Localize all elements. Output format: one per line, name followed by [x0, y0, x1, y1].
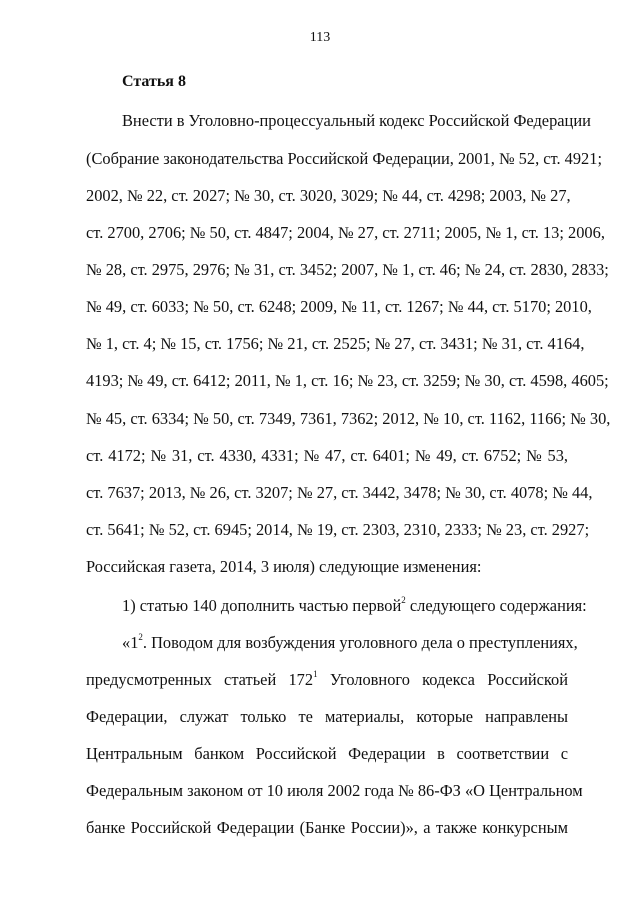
article-superscript: 1 [313, 669, 318, 679]
quote-line [122, 632, 578, 653]
item-1-text-end: следующего содержания: [405, 596, 587, 615]
quote-line: Центральным банком Российской Федерации в соответствии с [86, 744, 568, 763]
paragraph-line: ст. 2700, 2706; № 50, ст. 4847; 2004, № 27, ст. 2711; 2005, № 1, ст. 13; 2006, [86, 223, 605, 242]
quote-superscript: 2 [138, 632, 143, 642]
paragraph-line: (Собрание законодательства Российской Федерации, 2001, № 52, ст. 4921; [86, 149, 603, 168]
paragraph-line: № 45, ст. 6334; № 50, ст. 7349, 7361, 7362; 2012, № 10, ст. 1162, 1166; № 30, [86, 409, 611, 428]
article-heading: Статья 8 [122, 73, 186, 90]
quote-line [86, 670, 568, 690]
item-1-superscript: 2 [401, 595, 406, 605]
quote-text: Уголовного кодекса Российской [317, 670, 568, 689]
paragraph-line: № 49, ст. 6033; № 50, ст. 6248; 2009, № 11, ст. 1267; № 44, ст. 5170; 2010, [86, 297, 592, 316]
quote-line: Федеральным законом от 10 июля 2002 года № 86-ФЗ «О Центральном [86, 781, 583, 800]
paragraph-line: 2002, № 22, ст. 2027; № 30, ст. 3020, 3029; № 44, ст. 4298; 2003, № 27, [86, 186, 571, 205]
paragraph-line: Внести в Уголовно-процессуальный кодекс Российской Федерации [122, 111, 591, 130]
paragraph-line: Российская газета, 2014, 3 июля) следующие изменения: [86, 557, 482, 576]
paragraph-line: 4193; № 49, ст. 6412; 2011, № 1, ст. 16; № 23, ст. 3259; № 30, ст. 4598, 4605; [86, 371, 609, 390]
quote-line: Федерации, служат только те материалы, которые направлены [86, 707, 568, 726]
paragraph-line: ст. 5641; № 52, ст. 6945; 2014, № 19, ст. 2303, 2310, 2333; № 23, ст. 2927; [86, 520, 590, 539]
quote-line: банке Российской Федерации (Банке России)», а также конкурсным [86, 818, 568, 837]
paragraph-line: № 28, ст. 2975, 2976; № 31, ст. 3452; 2007, № 1, ст. 46; № 24, ст. 2830, 2833; [86, 260, 609, 279]
quote-open: «1 [122, 633, 139, 652]
quote-text: предусмотренных статьей 172 [86, 670, 314, 689]
paragraph-line: ст. 4172; № 31, ст. 4330, 4331; № 47, ст. 6401; № 49, ст. 6752; № 53, [86, 446, 568, 465]
item-1-line [122, 596, 587, 616]
quote-text: . Поводом для возбуждения уголовного дела о преступлениях, [142, 633, 578, 652]
item-1-text: 1) статью 140 дополнить частью первой [122, 596, 402, 615]
page-number: 113 [309, 30, 331, 45]
paragraph-line: ст. 7637; 2013, № 26, ст. 3207; № 27, ст. 3442, 3478; № 30, ст. 4078; № 44, [86, 483, 593, 502]
paragraph-line: № 1, ст. 4; № 15, ст. 1756; № 21, ст. 2525; № 27, ст. 3431; № 31, ст. 4164, [86, 334, 585, 353]
